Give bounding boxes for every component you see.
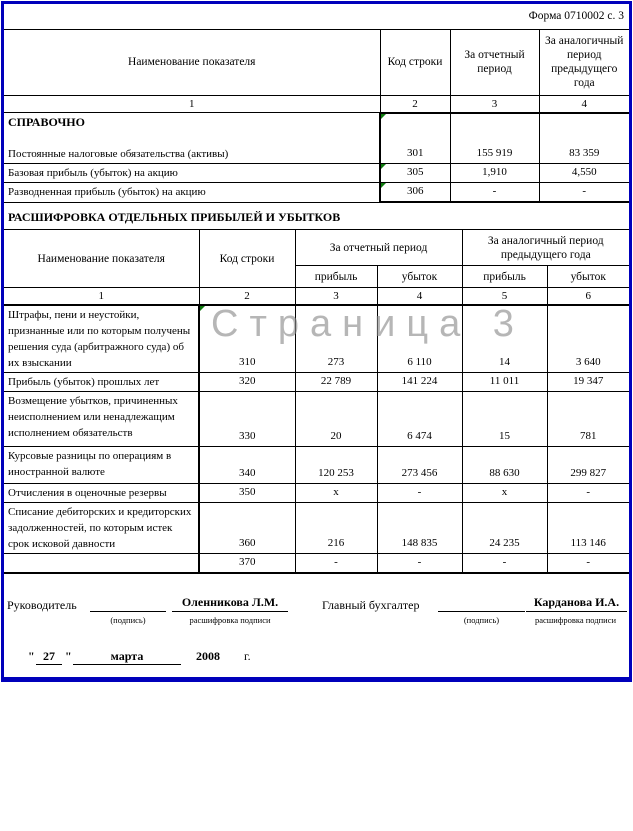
row-prev-loss: 781 [547,392,629,447]
colnum-1: 1 [4,95,380,113]
row-prev-loss: - [547,484,629,503]
row-current-value: 155 919 [450,113,539,164]
accountant-signature-line [438,595,525,612]
row-current-profit: - [295,554,377,574]
row-code: 370 [199,554,295,574]
director-name: Оленникова Л.М. [172,595,288,612]
subheader-loss: убыток [377,266,462,288]
row-code: 320 [199,373,295,392]
memo-table-header-row [4,30,629,95]
header-previous-period: За аналогичный период предыдущего года [539,30,629,95]
table-row [4,305,629,373]
report-page [1,1,632,682]
breakdown-header-row [4,230,629,266]
row-name: Базовая прибыль (убыток) на акцию [4,164,380,183]
row-name: Возмещение убытков, причиненных неисполнением или ненадлежащим исполнением обязательств [4,392,199,447]
row-prev-profit: x [462,484,547,503]
table-row [4,373,629,392]
header-previous-period: За аналогичный период предыдущего года [462,230,629,266]
colnum-3: 3 [295,288,377,306]
row-current-profit: 120 253 [295,447,377,484]
row-code: 340 [199,447,295,484]
subheader-loss: убыток [547,266,629,288]
section-title: РАСШИФРОВКА ОТДЕЛЬНЫХ ПРИБЫЛЕЙ И УБЫТКОВ [8,210,341,224]
subheader-profit: прибыль [462,266,547,288]
breakdown-colnum-row [4,288,629,306]
error-marker-icon [381,183,386,188]
row-previous-value: 4,550 [539,164,629,183]
header-current-period: За отчетный период [295,230,462,266]
row-current-profit: 273 [295,305,377,373]
table-row [4,484,629,503]
row-current-value: - [450,183,539,203]
row-previous-value: 83 359 [539,113,629,164]
page-watermark: Страница 3 [211,303,525,345]
subheader-profit: прибыль [295,266,377,288]
row-prev-loss: 113 146 [547,503,629,554]
row-prev-profit: 24 235 [462,503,547,554]
director-signature-line [90,595,166,612]
memo-section-label: СПРАВОЧНО [8,115,85,129]
row-current-profit: 22 789 [295,373,377,392]
row-current-profit: x [295,484,377,503]
row-name [4,554,199,574]
row-name: Штрафы, пени и неустойки, признанные или по которым получены решения суда (арбитражного суда) об их взыскании [4,305,199,373]
colnum-4: 4 [377,288,462,306]
header-line-code: Код строки [199,230,295,288]
row-current-loss: 6 110 [377,305,462,373]
header-current-period: За отчетный период [450,30,539,95]
date-close-quote: " [65,649,72,663]
error-marker-icon [381,164,386,169]
row-previous-value: - [539,183,629,203]
row-current-loss: 141 224 [377,373,462,392]
row-code: 306 [380,183,450,203]
colnum-6: 6 [547,288,629,306]
date-month: марта [73,649,181,665]
breakdown-table [4,229,629,574]
row-prev-profit: 11 011 [462,373,547,392]
row-prev-profit: 88 630 [462,447,547,484]
row-current-loss: - [377,484,462,503]
table-row [4,183,629,203]
row-code: 330 [199,392,295,447]
row-name: Постоянные налоговые обязательства (активы) [8,148,229,160]
row-name: Отчисления в оценочные резервы [4,484,199,503]
row-name: Курсовые разницы по операциям в иностранной валюте [4,447,199,484]
row-prev-profit: 14 [462,305,547,373]
date-day: 27 [36,649,62,665]
colnum-2: 2 [199,288,295,306]
colnum-5: 5 [462,288,547,306]
header-line-code: Код строки [380,30,450,95]
error-marker-icon [200,306,205,311]
row-name: Разводненная прибыль (убыток) на акцию [4,183,380,203]
header-indicator-name: Наименование показателя [4,30,380,95]
accountant-label: Главный бухгалтер [322,598,420,612]
date-year-suffix: г. [244,649,251,663]
colnum-1: 1 [4,288,199,306]
memo-table-colnum-row [4,95,629,113]
row-current-loss: - [377,554,462,574]
signature-caption: (подпись) [110,615,146,625]
decode-caption: расшифровка подписи [189,615,271,625]
row-code: 350 [199,484,295,503]
row-current-profit: 20 [295,392,377,447]
row-current-profit: 216 [295,503,377,554]
date-year: 2008 [196,649,220,663]
row-prev-profit: 15 [462,392,547,447]
row-prev-loss: - [547,554,629,574]
row-current-loss: 6 474 [377,392,462,447]
row-code: 310 [199,305,295,373]
table-row [4,113,629,164]
row-current-loss: 273 456 [377,447,462,484]
row-prev-loss: 3 640 [547,305,629,373]
row-prev-profit: - [462,554,547,574]
row-code: 301 [380,113,450,164]
memo-table [4,30,629,203]
row-current-loss: 148 835 [377,503,462,554]
decode-caption: расшифровка подписи [534,615,617,625]
colnum-2: 2 [380,95,450,113]
row-name: Прибыль (убыток) прошлых лет [4,373,199,392]
form-reference: Форма 0710002 с. 3 [4,4,629,30]
table-row [4,164,629,183]
row-name: Списание дебиторских и кредиторских задолженностей, по которым истек срок исковой давности [4,503,199,554]
table-row [4,503,629,554]
accountant-name: Карданова И.А. [526,595,627,612]
signature-block [4,592,629,680]
table-row [4,447,629,484]
director-label: Руководитель [7,598,77,612]
row-code: 305 [380,164,450,183]
signature-caption: (подпись) [463,615,500,625]
colnum-4: 4 [539,95,629,113]
row-current-value: 1,910 [450,164,539,183]
date-open-quote: " [28,649,35,663]
table-row [4,554,629,574]
error-marker-icon [381,114,386,119]
header-indicator-name: Наименование показателя [4,230,199,288]
row-code: 360 [199,503,295,554]
table-row [4,392,629,447]
colnum-3: 3 [450,95,539,113]
row-prev-loss: 299 827 [547,447,629,484]
row-prev-loss: 19 347 [547,373,629,392]
